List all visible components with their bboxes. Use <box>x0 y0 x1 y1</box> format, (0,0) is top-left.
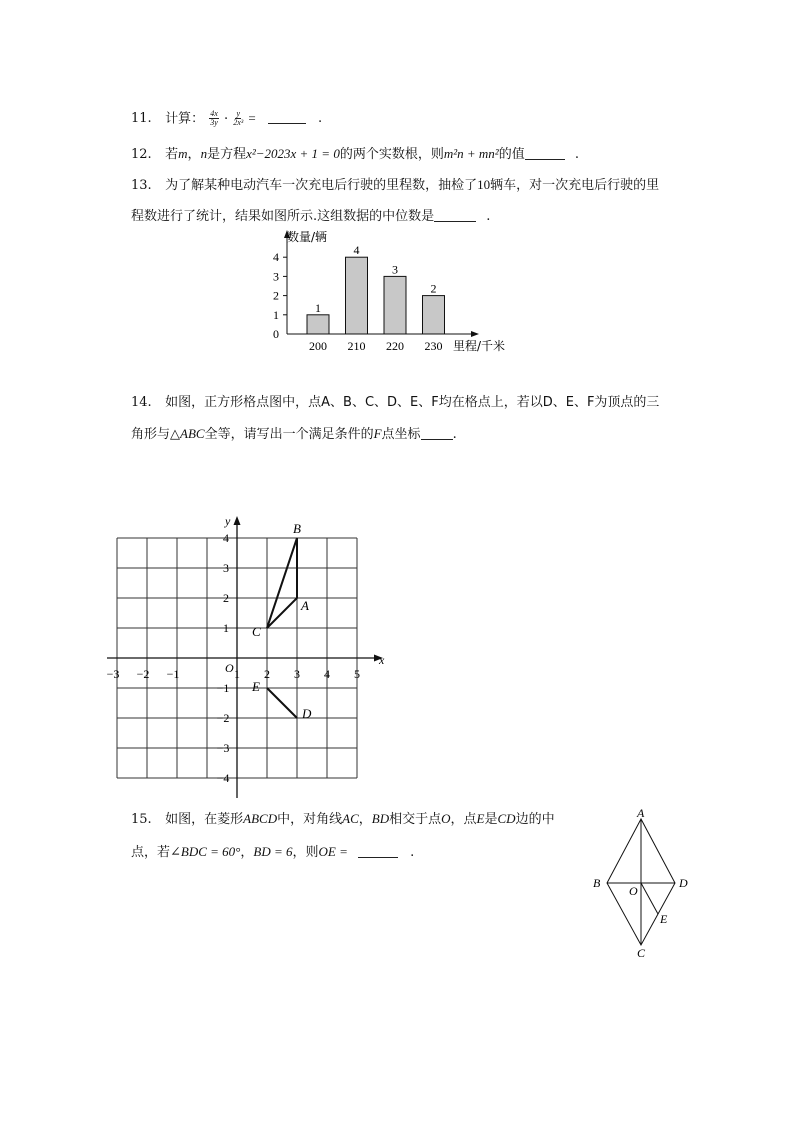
x-tick-label: −2 <box>136 667 150 681</box>
point-label-e: E <box>252 679 260 694</box>
question-number: 11. <box>131 111 152 127</box>
variable-m: m <box>178 146 188 161</box>
fraction-1 <box>209 110 219 128</box>
question-12 <box>131 147 579 161</box>
answer-blank[interactable] <box>421 427 453 440</box>
point-label-b: B <box>293 521 301 536</box>
x-tick-label: 1 <box>234 667 240 681</box>
question-end: . <box>452 427 457 442</box>
label-d: D <box>679 876 688 890</box>
question-15-line-1 <box>131 812 555 826</box>
fraction-numerator: y <box>236 109 241 118</box>
question-text: 边的中 <box>515 812 555 827</box>
bar-data-label: 3 <box>392 262 398 277</box>
label-e: E <box>660 912 668 926</box>
point-o: O <box>441 811 451 826</box>
y-tick-label: 1 <box>223 621 229 635</box>
segment-ac: AC <box>342 811 359 826</box>
coordinate-grid-figure <box>106 510 415 800</box>
segment-bd: BD <box>371 811 390 826</box>
answer-blank[interactable] <box>268 111 306 124</box>
question-text: 辆车，对一次充电后行驶的里 <box>490 178 660 193</box>
question-text: 点，若 <box>131 845 171 860</box>
x-tick-label: −3 <box>106 667 120 681</box>
question-15-line-2 <box>131 845 414 859</box>
y-tick-label: −2 <box>216 711 230 725</box>
x-tick-label: 230 <box>424 339 443 353</box>
question-13-line-2 <box>131 209 490 223</box>
label-b: B <box>593 876 601 890</box>
x-tick-label: 210 <box>347 339 366 353</box>
question-text: 的值 <box>498 147 525 162</box>
x-axis-arrow <box>471 331 479 337</box>
rhombus-abcd: ABCD <box>243 811 278 826</box>
variable-n: n <box>200 146 208 161</box>
question-text: 计算： <box>165 111 205 127</box>
answer-blank[interactable] <box>358 845 398 858</box>
question-text: 程数进行了统计，结果如图所示.这组数据的中位数是 <box>131 209 435 224</box>
y-tick-label: 3 <box>273 269 279 284</box>
point-label-d: D <box>302 706 312 721</box>
y-tick-label: 4 <box>273 250 279 265</box>
y-axis-title: 数量/辆 <box>287 230 328 244</box>
equation: x²−2023x + 1 = 0 <box>246 146 340 161</box>
y-axis-label: y <box>225 514 231 528</box>
question-text: 的两个实数根，则 <box>339 147 444 162</box>
question-text: 若 <box>165 147 179 162</box>
fraction-denominator: 2x³ <box>233 118 244 128</box>
comma: ， <box>240 845 254 860</box>
origin-label: O <box>225 661 234 675</box>
question-11 <box>131 110 322 128</box>
question-end: . <box>410 845 415 860</box>
answer-blank[interactable] <box>525 147 565 160</box>
x-tick-label: 4 <box>324 667 330 681</box>
question-text: 相交于点 <box>389 812 442 827</box>
fraction-denominator: 3y <box>210 118 218 128</box>
x-tick-label: 2 <box>264 667 270 681</box>
oe-expression: OE = <box>318 844 348 859</box>
triangle-abc: △ABC <box>170 426 205 441</box>
point-f: F <box>373 426 382 441</box>
x-tick-label: 3 <box>294 667 300 681</box>
point-e: E <box>476 811 485 826</box>
y-tick-label: −4 <box>216 771 230 785</box>
question-text: 如图，在菱形 <box>165 812 244 827</box>
question-end: . <box>574 147 579 162</box>
y-tick-label: 4 <box>223 531 229 545</box>
question-number: 15. <box>131 812 152 827</box>
x-axis-label: x <box>379 653 385 667</box>
question-number: 13. <box>131 178 152 193</box>
bar <box>423 296 445 334</box>
bar-data-label: 1 <box>315 300 321 315</box>
label-a: A <box>637 806 645 820</box>
x-tick-label: −1 <box>166 667 180 681</box>
fraction-2 <box>233 110 243 128</box>
x-tick-label: 220 <box>386 339 404 353</box>
comma: ， <box>187 147 201 162</box>
question-text: 如图，正方形格点图中，点A、B、C、D、E、F均在格点上，若以D、E、F为顶点的三 <box>165 395 660 410</box>
fraction-numerator: 4x <box>210 109 218 118</box>
question-end: . <box>318 111 323 127</box>
bar <box>307 315 329 334</box>
label-c: C <box>637 946 646 960</box>
y-tick-label: 2 <box>223 591 229 605</box>
question-number: 14. <box>131 395 152 410</box>
comma: ， <box>358 812 372 827</box>
mileage-bar-chart <box>265 224 525 356</box>
bar <box>384 276 406 334</box>
point-label-a: A <box>301 598 309 613</box>
bar-data-label: 4 <box>353 243 360 258</box>
triangle-abc <box>267 538 297 628</box>
bd-length: BD = 6 <box>253 844 293 859</box>
chart-layer <box>273 229 505 353</box>
number: 10 <box>477 177 491 192</box>
answer-blank[interactable] <box>434 209 476 222</box>
multiply-dot: · <box>224 111 229 127</box>
question-text: 角形与 <box>131 427 171 442</box>
y-tick-label: 2 <box>273 288 279 303</box>
grid-layer <box>107 514 385 798</box>
x-axis-title: 里程/千米 <box>453 339 506 353</box>
y-tick-label: 1 <box>273 307 279 322</box>
question-text: 全等，请写出一个满足条件的 <box>204 427 374 442</box>
y-axis-arrow <box>234 516 241 525</box>
question-14-line-1 <box>131 396 659 409</box>
y-tick-label: −1 <box>216 681 230 695</box>
label-o: O <box>629 884 638 898</box>
question-text: 点坐标 <box>381 427 421 442</box>
point-label-c: C <box>252 624 261 639</box>
question-13-line-1 <box>131 178 659 192</box>
bar <box>346 257 368 334</box>
question-number: 12. <box>131 147 152 162</box>
y-tick-label: 3 <box>223 561 229 575</box>
x-tick-label: 200 <box>309 339 327 353</box>
question-text: 是方程 <box>207 147 247 162</box>
y-tick-label: −3 <box>216 741 230 755</box>
expression: m²n + mn² <box>443 146 499 161</box>
y-tick-label: 0 <box>273 327 279 341</box>
angle-bdc: ∠BDC = 60° <box>170 844 241 859</box>
x-tick-label: 5 <box>354 667 360 681</box>
question-text: ，则 <box>292 845 319 860</box>
segment-ed <box>267 688 297 718</box>
question-14-line-2 <box>131 427 457 441</box>
bar-data-label: 2 <box>430 281 437 296</box>
question-text: ，点 <box>450 812 477 827</box>
rhombus-figure <box>585 805 700 967</box>
segment-oe <box>641 883 658 914</box>
question-text: 是 <box>484 812 498 827</box>
segment-cd: CD <box>497 811 516 826</box>
question-text: 中，对角线 <box>277 812 343 827</box>
question-end: . <box>486 209 491 224</box>
equals-sign: = <box>248 110 256 126</box>
question-text: 为了解某种电动汽车一次充电后行驶的里程数，抽检了 <box>165 178 478 193</box>
